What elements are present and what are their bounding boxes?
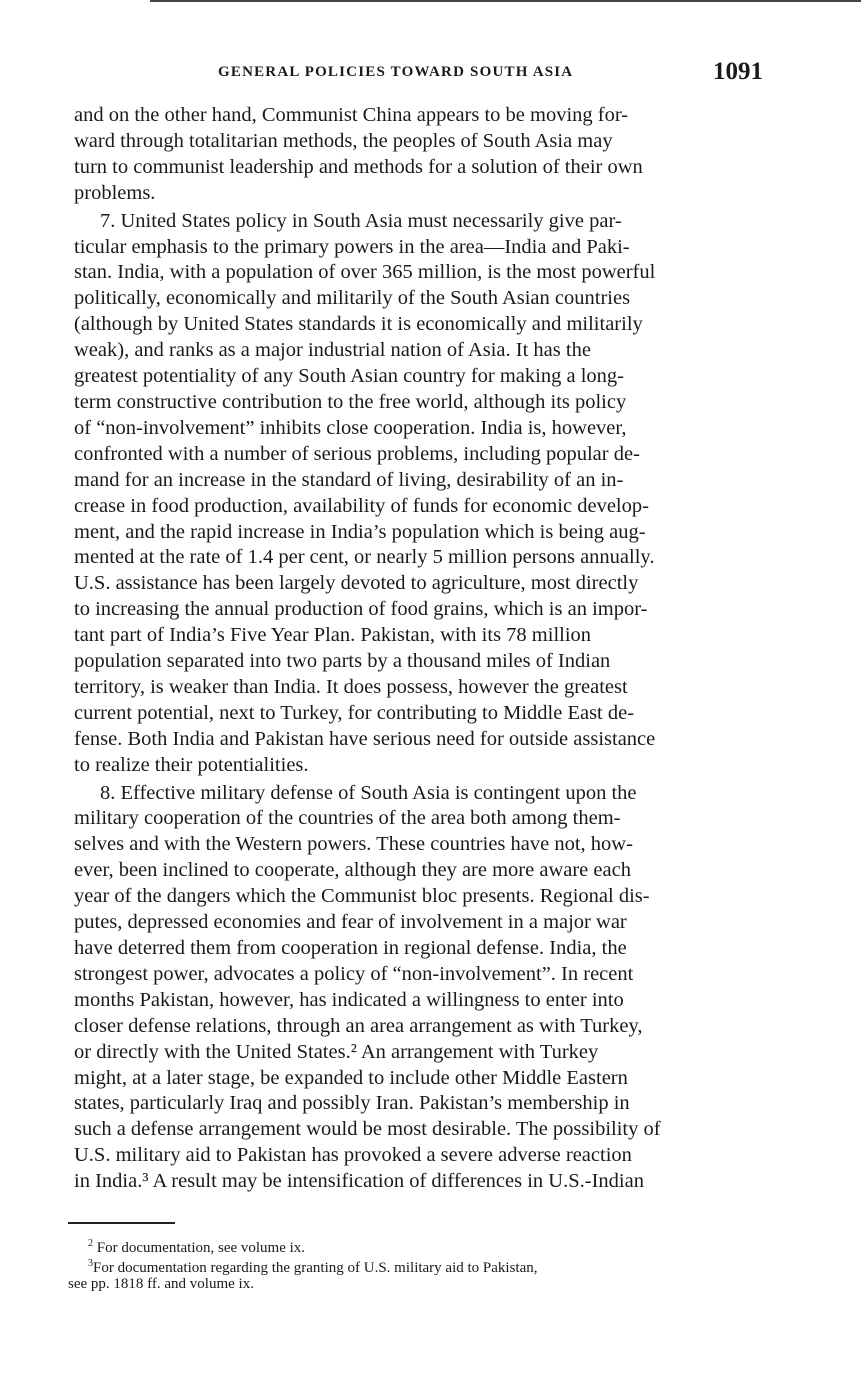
paragraph-continued: [74, 103, 762, 207]
text-line: greatest potentiality of any South Asian country for making a long-: [74, 365, 624, 388]
footnote-text: For documentation regarding the granting of U.S. military aid to Pakistan,: [93, 1260, 538, 1276]
text-line: weak), and ranks as a major industrial nation of Asia. It has the: [74, 339, 591, 362]
text-line: and on the other hand, Communist China appears to be moving for-: [74, 104, 629, 126]
footnote-separator: [68, 1222, 175, 1224]
text-line: politically, economically and militarily of the South Asian countries: [74, 287, 631, 310]
text-line: confronted with a number of serious problems, including popular de-: [74, 442, 640, 465]
text-line: strongest power, advocates a policy of “non-involvement”. In recent: [74, 962, 634, 985]
text-line: mented at the rate of 1.4 per cent, or nearly 5 million persons annually.: [74, 546, 655, 569]
text-line: selves and with the Western powers. These countries have not, how-: [74, 833, 633, 856]
paragraph-7: [74, 209, 762, 779]
text-line: U.S. military aid to Pakistan has provoked a severe adverse reaction: [74, 1144, 632, 1167]
text-line: 8. Effective military defense of South Asia is contingent upon the: [100, 781, 637, 804]
text-line: or directly with the United States.² An arrangement with Turkey: [74, 1040, 599, 1063]
paragraph-8: [74, 781, 762, 1196]
text-line: stan. India, with a population of over 365 million, is the most powerful: [74, 261, 656, 284]
text-line: to increasing the annual production of food grains, which is an impor-: [74, 598, 648, 621]
page-number: 1091: [713, 58, 763, 85]
text-line: problems.: [74, 181, 156, 204]
text-line: term constructive contribution to the free world, although its policy: [74, 390, 627, 413]
text-line: U.S. assistance has been largely devoted to agriculture, most directly: [74, 572, 639, 595]
text-line: in India.³ A result may be intensification of differences in U.S.-Indian: [74, 1170, 644, 1193]
text-line: 7. United States policy in South Asia must necessarily give par-: [100, 209, 622, 232]
text-line: such a defense arrangement would be most desirable. The possibility of: [74, 1118, 661, 1141]
footnote-3-continuation: see pp. 1818 ff. and volume ix.: [68, 1276, 254, 1292]
footnote-text: For documentation, see volume ix.: [96, 1240, 306, 1256]
footnote-marker: 3: [88, 1258, 93, 1269]
running-title: GENERAL POLICIES TOWARD SOUTH ASIA: [218, 64, 574, 80]
text-line: current potential, next to Turkey, for contributing to Middle East de-: [74, 701, 635, 724]
footnote-3: [68, 1256, 758, 1276]
footnote-2: [68, 1236, 758, 1256]
text-line: to realize their potentialities.: [74, 753, 309, 776]
text-line: ment, and the rapid increase in India’s population which is being aug-: [74, 520, 646, 543]
footnotes: [68, 1222, 758, 1292]
text-line: closer defense relations, through an area arrangement as with Turkey,: [74, 1014, 643, 1037]
text-line: crease in food production, availability of funds for economic develop-: [74, 494, 649, 517]
text-line: tant part of India’s Five Year Plan. Pakistan, with its 78 million: [74, 624, 592, 647]
text-line: might, at a later stage, be expanded to include other Middle Eastern: [74, 1066, 628, 1089]
text-line: ever, been inclined to cooperate, although they are more aware each: [74, 859, 631, 882]
top-border-rule: [150, 0, 861, 2]
text-line: turn to communist leadership and methods for a solution of their own: [74, 155, 643, 178]
text-line: military cooperation of the countries of the area both among them-: [74, 807, 621, 830]
text-line: territory, is weaker than India. It does possess, however the greatest: [74, 675, 628, 698]
text-line: putes, depressed economies and fear of involvement in a major war: [74, 911, 627, 934]
text-line: have deterred them from cooperation in regional defense. India, the: [74, 937, 627, 959]
text-line: population separated into two parts by a thousand miles of Indian: [74, 650, 611, 673]
text-line: states, particularly Iraq and possibly Iran. Pakistan’s membership in: [74, 1092, 630, 1115]
text-line: year of the dangers which the Communist bloc presents. Regional dis-: [74, 885, 650, 908]
text-line: mand for an increase in the standard of living, desirability of an in-: [74, 468, 624, 491]
body-text: [74, 103, 762, 1195]
text-line: ward through totalitarian methods, the peoples of South Asia may: [74, 129, 613, 152]
text-line: fense. Both India and Pakistan have serious need for outside assistance: [74, 727, 656, 750]
text-line: ticular emphasis to the primary powers in the area—India and Paki-: [74, 235, 630, 258]
text-line: months Pakistan, however, has indicated a willingness to enter into: [74, 988, 624, 1011]
text-line: (although by United States standards it is economically and militarily: [74, 313, 643, 336]
footnote-marker: 2: [88, 1238, 93, 1249]
page-header: [78, 58, 763, 94]
text-line: of “non-involvement” inhibits close cooperation. India is, however,: [74, 416, 627, 439]
